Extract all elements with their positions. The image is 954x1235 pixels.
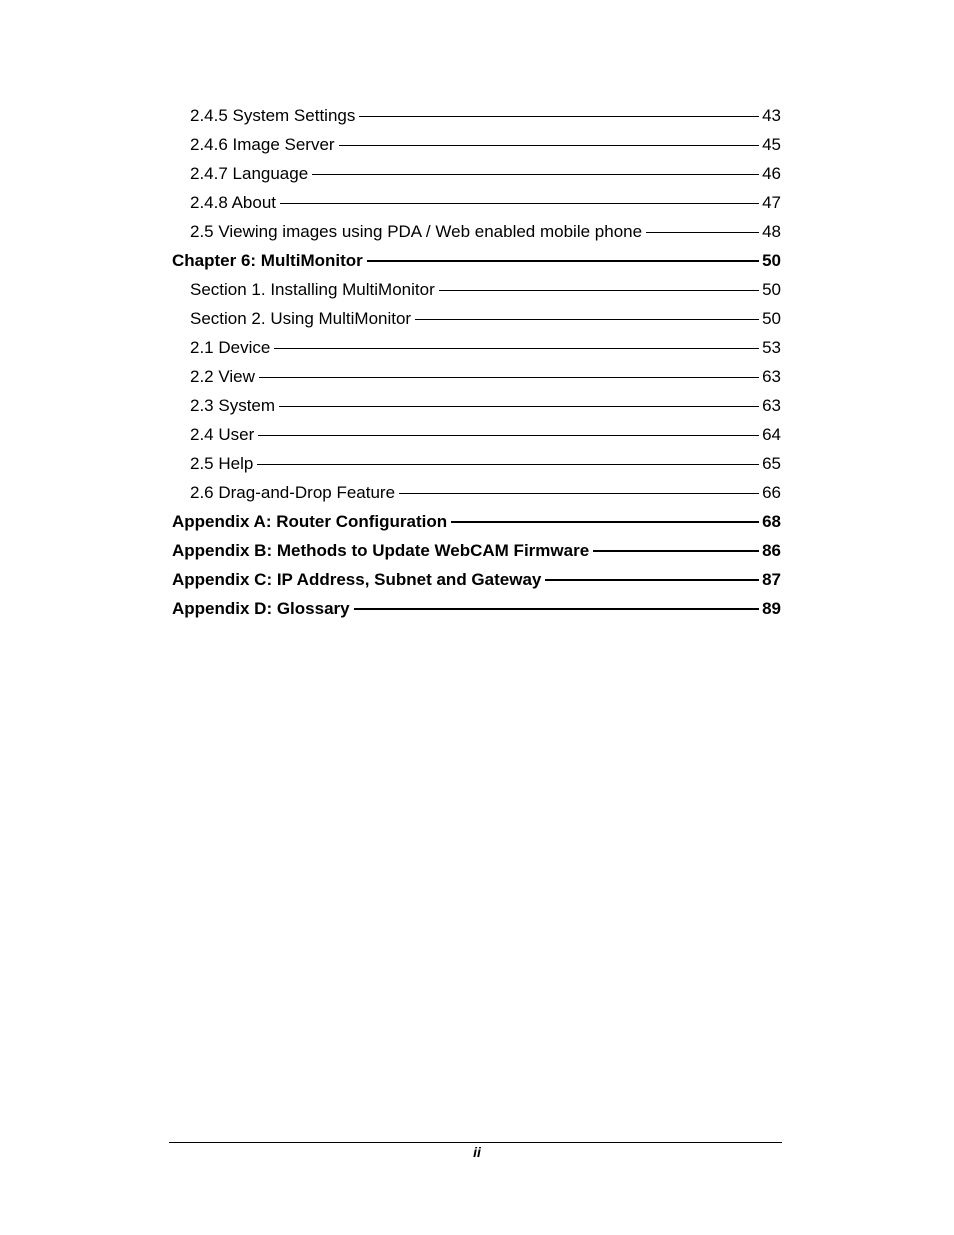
toc-entry-page: 86 [762, 541, 781, 560]
toc-entry[interactable] [172, 101, 781, 130]
toc-entry-page: 50 [762, 309, 781, 328]
toc-entry-title: Appendix C: IP Address, Subnet and Gateway [172, 570, 542, 589]
toc-leader-line [439, 290, 759, 291]
toc-entry-page: 50 [762, 280, 781, 299]
toc-leader-line [415, 319, 759, 320]
toc-entry-title: 2.4.7 Language [190, 164, 309, 183]
toc-leader-line [312, 174, 759, 175]
toc-entry[interactable] [172, 478, 781, 507]
toc-leader-line [399, 493, 759, 494]
toc-leader-line [359, 116, 759, 117]
toc-entry-title: 2.1 Device [190, 338, 271, 357]
toc-entry[interactable] [172, 304, 781, 333]
toc-chapter-entry[interactable] [172, 246, 781, 275]
toc-entry-title: 2.6 Drag-and-Drop Feature [190, 483, 396, 502]
toc-leader-line [280, 203, 759, 204]
toc-leader-line [545, 579, 759, 581]
toc-entry[interactable] [172, 449, 781, 478]
toc-entry-page: 48 [762, 222, 781, 241]
table-of-contents [172, 101, 781, 623]
toc-entry-page: 50 [762, 251, 781, 270]
toc-entry-page: 53 [762, 338, 781, 357]
toc-entry-page: 87 [762, 570, 781, 589]
toc-entry[interactable] [172, 217, 781, 246]
toc-entry[interactable] [172, 188, 781, 217]
toc-appendix-entry[interactable] [172, 536, 781, 565]
toc-appendix-entry[interactable] [172, 565, 781, 594]
toc-entry-page: 46 [762, 164, 781, 183]
toc-leader-line [354, 608, 759, 610]
toc-entry-page: 45 [762, 135, 781, 154]
toc-entry-title: Appendix D: Glossary [172, 599, 350, 618]
toc-leader-line [339, 145, 759, 146]
toc-entry-page: 64 [762, 425, 781, 444]
toc-entry-page: 63 [762, 396, 781, 415]
toc-entry[interactable] [172, 275, 781, 304]
toc-entry-title: Section 1. Installing MultiMonitor [190, 280, 435, 299]
toc-entry-title: 2.5 Help [190, 454, 254, 473]
toc-entry[interactable] [172, 159, 781, 188]
toc-leader-line [258, 435, 759, 436]
toc-leader-line [279, 406, 759, 407]
toc-entry-title: Chapter 6: MultiMonitor [172, 251, 363, 270]
toc-appendix-entry[interactable] [172, 507, 781, 536]
toc-entry-title: 2.5 Viewing images using PDA / Web enabled mobile phone [190, 222, 643, 241]
toc-entry-page: 63 [762, 367, 781, 386]
toc-entry-title: Appendix B: Methods to Update WebCAM Firmware [172, 541, 590, 560]
toc-entry[interactable] [172, 391, 781, 420]
toc-leader-line [259, 377, 759, 378]
toc-entry-title: 2.4 User [190, 425, 255, 444]
toc-entry-page: 66 [762, 483, 781, 502]
toc-entry[interactable] [172, 130, 781, 159]
toc-entry-page: 43 [762, 106, 781, 125]
footer-divider [169, 1142, 782, 1143]
toc-leader-line [451, 521, 759, 523]
toc-leader-line [274, 348, 759, 349]
toc-leader-line [367, 260, 759, 262]
toc-entry-title: Section 2. Using MultiMonitor [190, 309, 412, 328]
toc-entry-title: 2.2 View [190, 367, 255, 386]
footer-page-number: ii [473, 1144, 481, 1160]
toc-entry-page: 65 [762, 454, 781, 473]
toc-entry-page: 68 [762, 512, 781, 531]
toc-entry-title: 2.4.6 Image Server [190, 135, 335, 154]
toc-entry-page: 47 [762, 193, 781, 212]
toc-entry[interactable] [172, 333, 781, 362]
toc-appendix-entry[interactable] [172, 594, 781, 623]
toc-entry[interactable] [172, 420, 781, 449]
toc-entry-title: 2.4.5 System Settings [190, 106, 356, 125]
toc-entry[interactable] [172, 362, 781, 391]
toc-leader-line [257, 464, 759, 465]
toc-entry-title: 2.3 System [190, 396, 276, 415]
toc-leader-line [593, 550, 759, 552]
toc-entry-page: 89 [762, 599, 781, 618]
toc-leader-line [646, 232, 759, 233]
toc-entry-title: 2.4.8 About [190, 193, 277, 212]
toc-entry-title: Appendix A: Router Configuration [172, 512, 448, 531]
